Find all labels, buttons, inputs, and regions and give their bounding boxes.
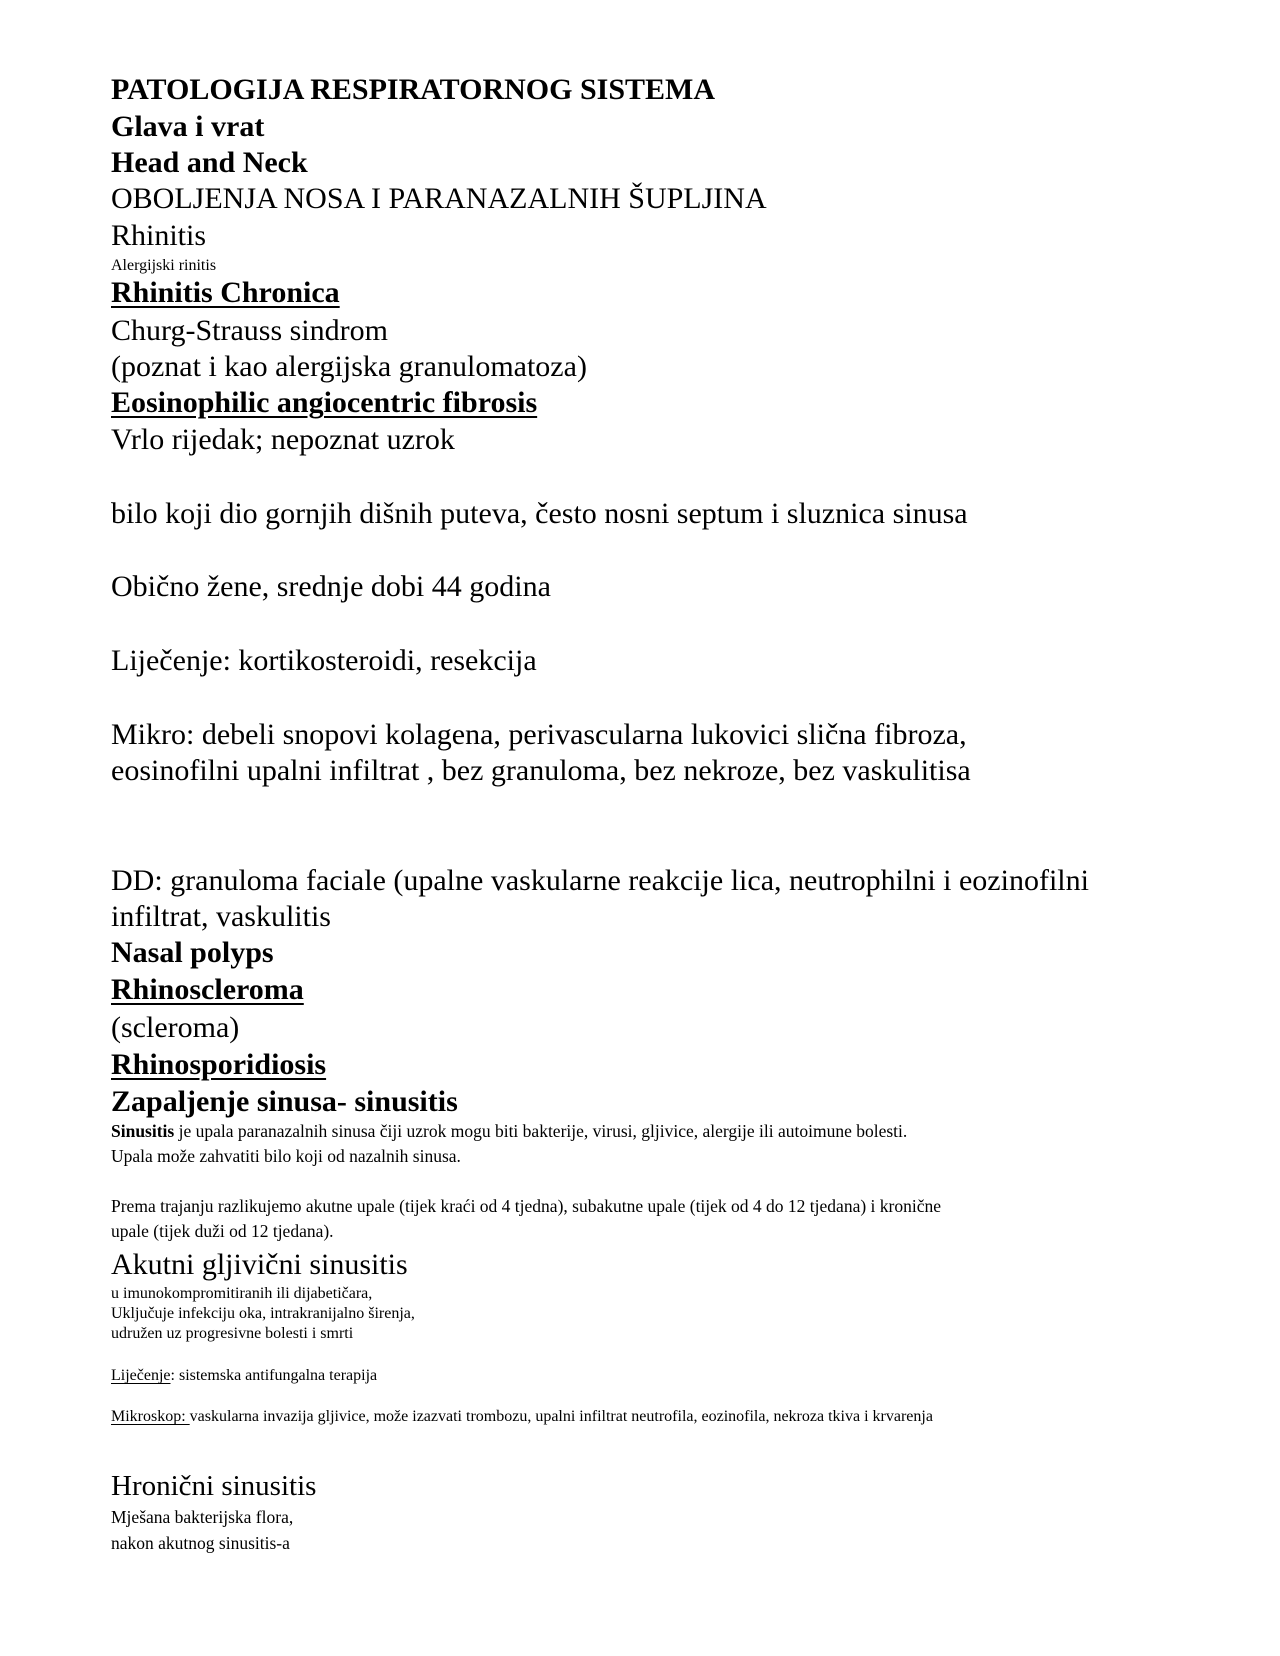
text-eaf-who: Obično žene, srednje dobi 44 godina	[111, 570, 551, 603]
sinusitis-definition: je upala paranazalnih sinusa čiji uzrok mogu biti bakterije, virusi, gljivice, alergije ili autoimune bolesti.	[174, 1121, 908, 1141]
document-title: PATOLOGIJA RESPIRATORNOG SISTEMA	[111, 73, 716, 106]
heading-head-and-neck: Head and Neck	[111, 146, 308, 179]
text-eaf-site: bilo koji dio gornjih dišnih puteva, često nosni septum i sluznica sinusa	[111, 497, 968, 530]
text-akutni-line-2: Uključuje infekciju oka, intrakranijalno širenja,	[111, 1305, 415, 1322]
heading-oboljenja: OBOLJENJA NOSA I PARANAZALNIH ŠUPLJINA	[111, 182, 767, 215]
text-hronicni-line-2: nakon akutnog sinusitis-a	[111, 1533, 290, 1553]
text-eaf-mikro-line-2: eosinofilni upalni infiltrat , bez granuloma, bez nekroze, bez vaskulitisa	[111, 754, 971, 787]
heading-akutni-gljivicni-sinusitis: Akutni gljivični sinusitis	[111, 1248, 408, 1281]
text-akutni-treatment	[111, 1368, 377, 1384]
text-sinusitis-duration-line-1: Prema trajanju razlikujemo akutne upale (tijek kraći od 4 tjedna), subakutne upale (tijek od 4 do 12 tjedana) i kronične	[111, 1196, 941, 1216]
heading-hronicni-sinusitis: Hronični sinusitis	[111, 1470, 317, 1502]
heading-rhinitis: Rhinitis	[111, 219, 207, 252]
text-dd-line-2: infiltrat, vaskulitis	[111, 900, 331, 933]
text-churg-strauss-aka: (poznat i kao alergijska granulomatoza)	[111, 350, 587, 383]
label-mikroskop: Mikroskop:	[111, 1408, 190, 1425]
text-dd-line-1: DD: granuloma faciale (upalne vaskularne reakcije lica, neutrophilni i eozinofilni	[111, 864, 1089, 897]
text-sinusitis-definition-line-2: Upala može zahvatiti bilo koji od nazalnih sinusa.	[111, 1146, 461, 1166]
value-lijecenje: : sistemska antifungalna terapija	[170, 1367, 378, 1384]
text-eaf-treatment: Liječenje: kortikosteroidi, resekcija	[111, 644, 537, 677]
text-scleroma: (scleroma)	[111, 1011, 240, 1044]
heading-eosinophilic-angiocentric-fibrosis: Eosinophilic angiocentric fibrosis	[111, 386, 538, 419]
text-akutni-mikroskop	[111, 1409, 933, 1425]
heading-rhinitis-chronica: Rhinitis Chronica	[111, 276, 340, 309]
heading-sinusitis: Zapaljenje sinusa- sinusitis	[111, 1085, 458, 1118]
label-lijecenje: Liječenje	[111, 1367, 171, 1384]
text-hronicni-line-1: Mješana bakterijska flora,	[111, 1507, 294, 1527]
value-mikroskop: vaskularna invazija gljivice, može izazvati trombozu, upalni infiltrat neutrofila, eozinofila, nekroza tkiva i krvarenja	[189, 1408, 933, 1425]
heading-nasal-polyps: Nasal polyps	[111, 936, 274, 969]
text-eaf-rare: Vrlo rijedak; nepoznat uzrok	[111, 423, 455, 456]
heading-glava-i-vrat: Glava i vrat	[111, 110, 265, 143]
text-eaf-mikro-line-1: Mikro: debeli snopovi kolagena, perivascularna lukovici slična fibroza,	[111, 718, 967, 751]
text-sinusitis-duration-line-2: upale (tijek duži od 12 tjedana).	[111, 1221, 334, 1241]
sinusitis-term: Sinusitis	[111, 1121, 175, 1141]
text-sinusitis-definition-line-1	[111, 1123, 907, 1141]
text-alergijski-rinitis: Alergijski rinitis	[111, 257, 217, 274]
text-churg-strauss: Churg-Strauss sindrom	[111, 314, 388, 347]
text-akutni-line-1: u imunokompromitiranih ili dijabetičara,	[111, 1285, 373, 1302]
heading-rhinosporidiosis: Rhinosporidiosis	[111, 1048, 327, 1081]
text-akutni-line-3: udružen uz progresivne bolesti i smrti	[111, 1325, 354, 1342]
heading-rhinoscleroma: Rhinoscleroma	[111, 973, 304, 1006]
